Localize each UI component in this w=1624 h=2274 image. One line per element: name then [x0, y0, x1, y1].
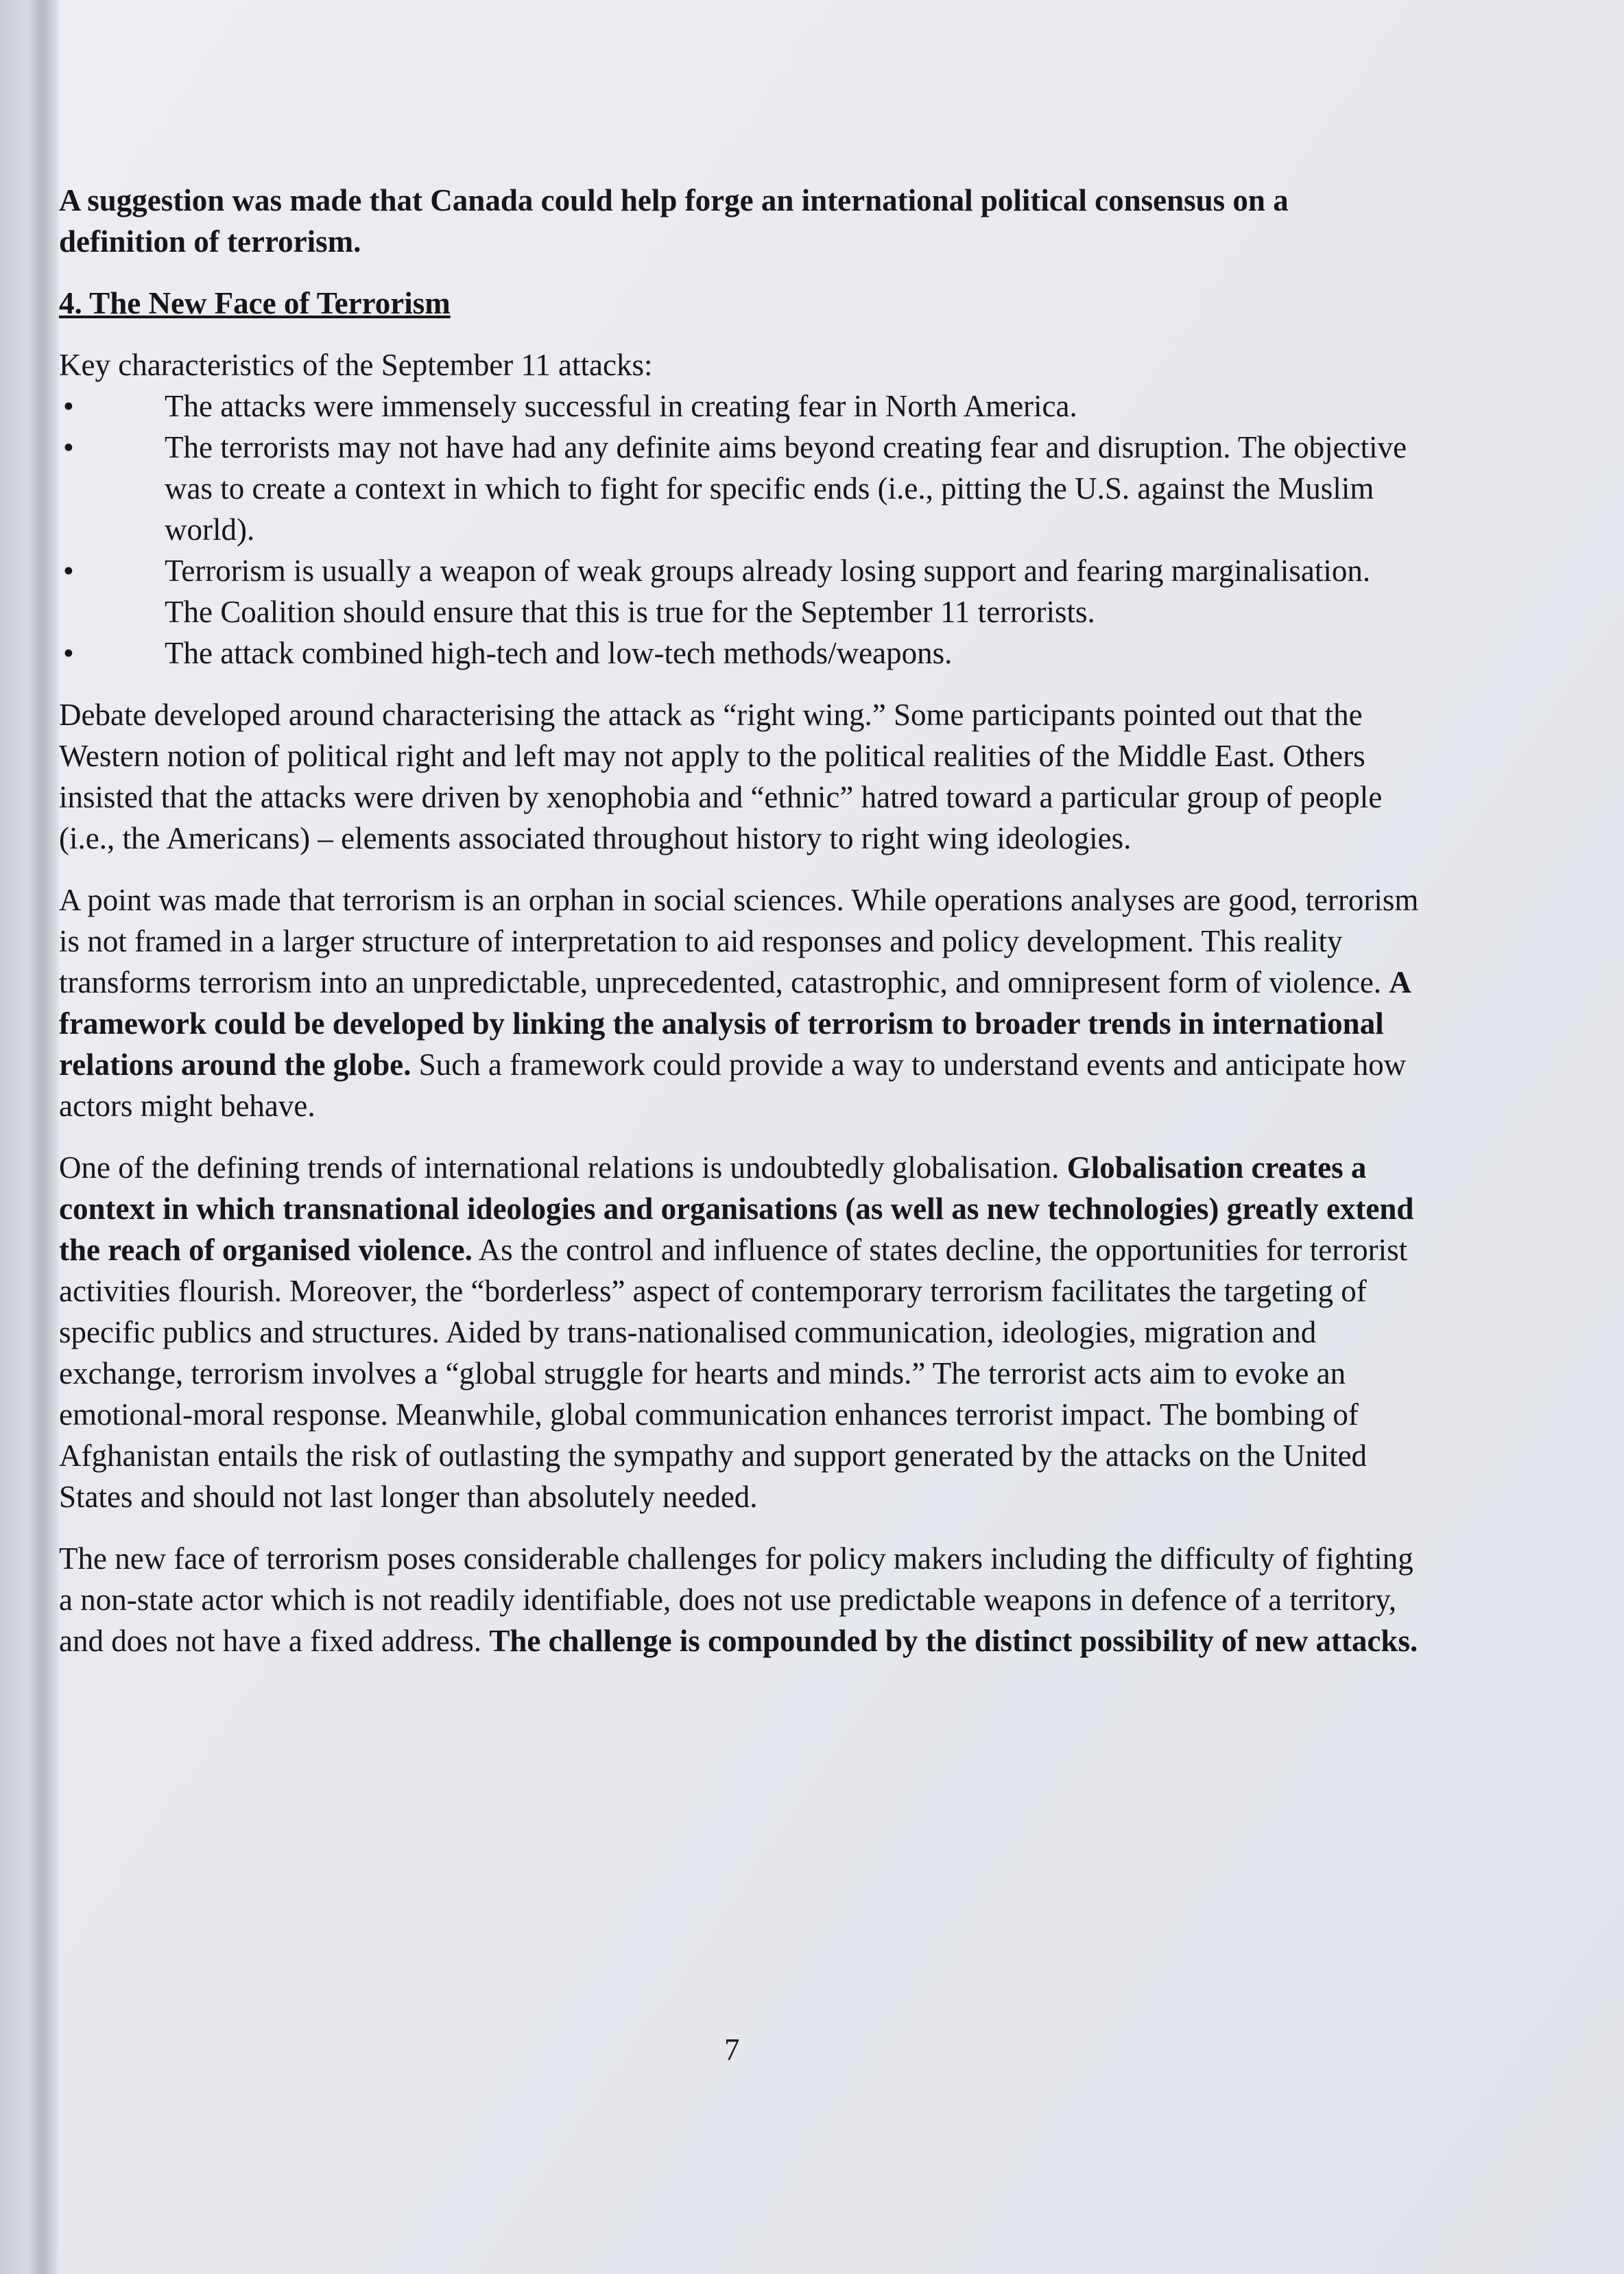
bullet-icon: • — [63, 430, 74, 464]
new-face-paragraph-text: The new face of terrorism poses considerable challenges for policy makers including the difficulty of fighting a non-state actor which is not readily identifiable, does not use predictable weapons in defence of a territory, and does not have a fixed address. — [59, 1541, 1413, 1658]
list-item-text: The terrorists may not have had any definite aims beyond creating fear and disruption. The objective was to create a context in which to fight for specific ends (i.e., pitting the U.S. against the Muslim world). — [165, 430, 1407, 547]
list-item — [59, 427, 1420, 550]
orphan-paragraph — [59, 879, 1420, 1126]
globalisation-paragraph — [59, 1147, 1420, 1517]
bullet-icon: • — [63, 389, 74, 423]
globalisation-paragraph-emphasis: Globalisation creates a context in which transnational ideologies and organisations (as well as new technologies) greatly extend the reach of organised violence. — [59, 1150, 1414, 1267]
document-page — [59, 0, 1624, 2274]
intro-paragraph: A suggestion was made that Canada could help forge an international political consensus on a definition of terrorism. — [59, 183, 1289, 259]
list-item-text: The attacks were immensely successful in creating fear in North America. — [165, 389, 1077, 423]
book-spine — [0, 0, 59, 2274]
page-content — [59, 180, 1420, 1661]
list-item-text: The attack combined high-tech and low-tech methods/weapons. — [165, 636, 953, 670]
globalisation-paragraph-text-end: As the control and influence of states decline, the opportunities for terrorist activities flourish. Moreover, the “borderless” aspect of contemporary terrorism facilitates the targeting of specific publics and structures. Aided by trans-nationalised communication, ideologies, migration and exchange, terrorism involves a “global struggle for hearts and minds.” The terrorist acts aim to evoke an emotional-moral response. Meanwhile, global communication enhances terrorist impact. The bombing of Afghanistan entails the risk of outlasting the sympathy and support generated by the attacks on the United States and should not last longer than absolutely needed. — [59, 1233, 1408, 1514]
section-heading: 4. The New Face of Terrorism — [59, 286, 451, 320]
key-characteristics-lead: Key characteristics of the September 11 attacks: — [59, 348, 653, 382]
list-item — [59, 632, 1420, 674]
page-number: 7 — [724, 2033, 740, 2067]
right-wing-paragraph: Debate developed around characterising the attack as “right wing.” Some participants pointed out that the Western notion of political right and left may not apply to the political realities of the Middle East. Others insisted that the attacks were driven by xenophobia and “ethnic” hatred toward a particular group of people (i.e., the Americans) – elements associated throughout history to right wing ideologies. — [59, 698, 1383, 855]
list-item — [59, 550, 1420, 632]
new-face-paragraph-emphasis: The challenge is compounded by the distinct possibility of new attacks. — [489, 1624, 1418, 1658]
list-item — [59, 386, 1420, 427]
list-item-text: Terrorism is usually a weapon of weak groups already losing support and fearing marginalisation. The Coalition should ensure that this is true for the September 11 terrorists. — [165, 554, 1371, 629]
orphan-paragraph-text-end: Such a framework could provide a way to understand events and anticipate how actors might behave. — [59, 1047, 1407, 1123]
globalisation-paragraph-text: One of the defining trends of international relations is undoubtedly globalisation. — [59, 1150, 1067, 1185]
bullet-icon: • — [63, 554, 74, 588]
bullet-icon: • — [63, 636, 74, 670]
key-characteristics-list — [59, 386, 1420, 674]
orphan-paragraph-emphasis: A framework could be developed by linking the analysis of terrorism to broader trends in international relations around the globe. — [59, 965, 1410, 1082]
new-face-paragraph — [59, 1538, 1420, 1661]
orphan-paragraph-text: A point was made that terrorism is an orphan in social sciences. While operations analyses are good, terrorism is not framed in a larger structure of interpretation to aid responses and policy development. This reality transforms terrorism into an unpredictable, unprecedented, catastrophic, and omnipresent form of violence. — [59, 883, 1419, 999]
